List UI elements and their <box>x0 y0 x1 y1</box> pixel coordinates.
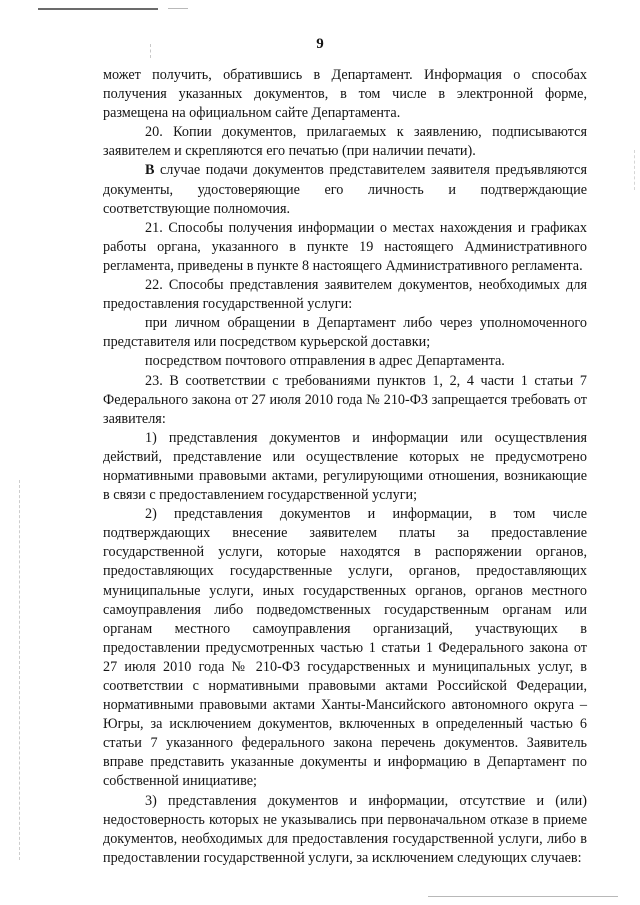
paragraph-item-20: 20. Копии документов, прилагаемых к заявлению, подписываются заявителем и скрепляются его печатью (при наличии печати). <box>103 124 587 160</box>
paragraph-item-23: 23. В соответствии с требованиями пунктов 1, 2, 4 части 1 статьи 7 Федерального закона от 27 июля 2010 года № 210-ФЗ запрещается требовать от заявителя: <box>103 372 587 427</box>
paragraph-method-personal: при личном обращении в Департамент либо через уполномоченного представителя или посредством курьерской доставки; <box>103 315 587 351</box>
paragraph-item-21: 21. Способы получения информации о местах нахождения и графиках работы органа, указанного в пункте 19 настоящего Административного регламента, приведены в пункте 8 настоящего Административного регламента. <box>103 219 587 274</box>
paragraph-subitem-1: 1) представления документов и информации или осуществления действий, представление или осуществление которых не предусмотрено нормативными правовыми актами, регулирующими отношения, возникающие в связи с предоставлением государственной услуги; <box>103 429 587 504</box>
paragraph-subitem-3: 3) представления документов и информации, отсутствие и (или) недостоверность которых не указывались при первоначальном отказе в приеме документов, необходимых для предоставления государственной услуги, либо в предоставлении государственной услуги, за исключением следующих случаев: <box>103 792 587 866</box>
paragraph-method-post: посредством почтового отправления в адрес Департамента. <box>145 353 505 370</box>
scan-artifact-top-line <box>38 8 158 10</box>
scan-artifact-right-margin <box>634 150 636 190</box>
document-body <box>103 66 587 868</box>
page-number: 9 <box>316 36 324 52</box>
scan-artifact-top-line-faint <box>168 8 188 9</box>
paragraph-subitem-2: 2) представления документов и информации, в том числе подтверждающих внесение заявителем платы за предоставление государственной услуги, которые находятся в распоряжении органов, предоставляющих государственные услуги, органов, предоставляющих муниципальные услуги, иных государственных органов, органов местного самоуправления либо подведомственных государственным органам или органам местного самоуправления организаций, участвующих в предоставлении предусмотренных частью 1 статьи 1 Федерального закона от 27 июля 2010 года № 210-ФЗ государственных и муниципальных услуг, в соответствии с нормативными правовыми актами Российской Федерации, нормативными правовыми актами Ханты-Мансийского автономного округа – Югры, за исключением документов, включенных в определенный частью 6 статьи 7 указанного федерального закона перечень документов. Заявитель вправе представить указанные документы и информацию в Департамент по собственной инициативе; <box>103 506 587 790</box>
scan-artifact-left-margin <box>19 480 21 860</box>
scan-artifact-bottom-line <box>428 896 618 897</box>
paragraph-continuation: может получить, обратившись в Департамент. Информация о способах получения указанных документов, в том числе в электронной форме, размещена на официальном сайте Департамента. <box>103 67 587 122</box>
paragraph-representative: В случае подачи документов представителем заявителя предъявляются документы, удостоверяющие его личность и подтверждающие соответствующие полномочия. <box>103 162 587 217</box>
paragraph-item-22: 22. Способы представления заявителем документов, необходимых для предоставления государственной услуги: <box>103 277 587 313</box>
